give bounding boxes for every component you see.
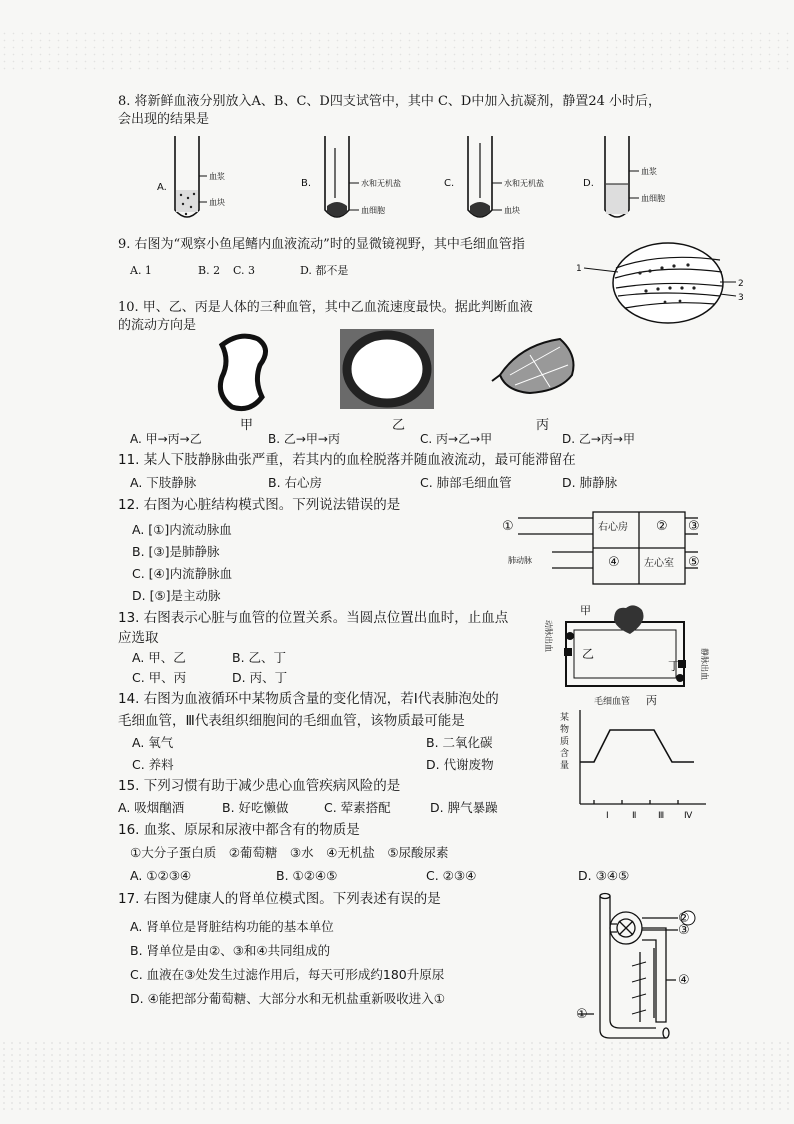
q14-x-tick-1: Ⅰ bbox=[606, 811, 609, 821]
tube-a-top-label: 血浆 bbox=[209, 172, 225, 181]
q11-option-b: B. 右心房 bbox=[268, 475, 323, 490]
q12-label-c3: ③ bbox=[688, 519, 700, 534]
q12-label-ra: 右心房 bbox=[598, 522, 628, 533]
q11-option-c: C. 肺部毛细血管 bbox=[420, 475, 512, 490]
q13-stem-line2: 应选取 bbox=[118, 630, 159, 646]
q13-bleed-dot-right bbox=[676, 674, 684, 682]
q10-option-c: C. 丙→乙→甲 bbox=[420, 432, 493, 446]
q13-bleed-dot-left bbox=[566, 632, 574, 640]
q13-option-a: A. 甲、乙 bbox=[132, 650, 186, 665]
tube-c-letter: C. bbox=[444, 178, 455, 189]
q10-stem-line2: 的流动方向是 bbox=[118, 318, 197, 333]
tube-d bbox=[583, 136, 665, 217]
q13-label-right: 静脉出血 bbox=[700, 648, 709, 680]
q12-label-lv: 左心室 bbox=[644, 558, 674, 569]
q17-option-a: A. 肾单位是肾脏结构功能的基本单位 bbox=[130, 919, 334, 934]
tube-c-top-label: 水和无机盐 bbox=[504, 179, 544, 188]
q15-option-c: C. 荤素搭配 bbox=[324, 800, 391, 815]
q14-stem-line2: 毛细血管，Ⅲ代表组织细胞间的毛细血管，该物质最可能是 bbox=[118, 713, 465, 729]
vessel-label-yi: 乙 bbox=[392, 418, 406, 433]
q17-option-c: C. 血液在③处发生过滤作用后，每天可形成约180升原尿 bbox=[130, 967, 445, 982]
q9-option-c: C. 3 bbox=[233, 264, 256, 277]
q15-option-a: A. 吸烟酗酒 bbox=[118, 800, 185, 815]
q11-option-d: D. 肺静脉 bbox=[562, 475, 618, 490]
tube-b-top-label: 水和无机盐 bbox=[361, 179, 401, 188]
q13-label-left: 动脉出血 bbox=[544, 620, 553, 652]
q15-option-b: B. 好吃懒做 bbox=[222, 800, 289, 815]
q14-x-tick-4: Ⅳ bbox=[684, 811, 693, 821]
tube-c-bottom-label: 血块 bbox=[504, 206, 520, 215]
q16-option-c: C. ②③④ bbox=[426, 868, 477, 883]
q9-option-a: A. 1 bbox=[130, 264, 152, 277]
q14-stem-line1: 14. 右图为血液循环中某物质含量的变化情况，若Ⅰ代表肺泡处的 bbox=[118, 691, 499, 707]
q9-option-b: B. 2 bbox=[198, 264, 221, 277]
q17-option-d: D. ④能把部分葡萄糖、大部分水和无机盐重新吸收进入① bbox=[130, 991, 445, 1006]
scan-noise-bottom bbox=[0, 1040, 794, 1110]
q14-option-b: B. 二氧化碳 bbox=[426, 735, 493, 750]
q16-option-b: B. ①②④⑤ bbox=[276, 868, 338, 883]
vessel-label-bing: 丙 bbox=[536, 418, 550, 433]
q8-stem-line2: 会出现的结果是 bbox=[118, 112, 210, 127]
q14-option-c: C. 养料 bbox=[132, 757, 174, 772]
q13-label-ding: 丁 bbox=[668, 659, 681, 673]
q12-option-d: D. [⑤]是主动脉 bbox=[132, 588, 221, 603]
q16-items: ①大分子蛋白质 ②葡萄糖 ③水 ④无机盐 ⑤尿酸尿素 bbox=[130, 845, 449, 860]
q12-label-c4: ④ bbox=[608, 555, 620, 570]
tube-a-bottom-label: 血块 bbox=[209, 198, 225, 207]
q9-stem: 9. 右图为“观察小鱼尾鳍内血液流动”时的显微镜视野，其中毛细血管指 bbox=[118, 237, 525, 252]
q17-label-4: ④ bbox=[678, 973, 690, 988]
q10-option-d: D. 乙→丙→甲 bbox=[562, 432, 635, 446]
q13-label-bing: 丙 bbox=[646, 694, 657, 707]
q12-option-c: C. [④]内流静脉血 bbox=[132, 566, 233, 581]
tube-d-top-label: 血浆 bbox=[641, 167, 657, 176]
q9-option-d: D. 都不是 bbox=[300, 264, 349, 277]
q16-stem: 16. 血浆、原尿和尿液中都含有的物质是 bbox=[118, 822, 360, 838]
q12-label-c2: ② bbox=[656, 519, 668, 534]
tube-a bbox=[157, 136, 225, 217]
tube-d-bottom-label: 血细胞 bbox=[641, 194, 665, 203]
q13-option-b: B. 乙、丁 bbox=[232, 650, 287, 665]
q9-microscope-view bbox=[570, 238, 750, 328]
q8-test-tubes-figure bbox=[150, 128, 670, 228]
q14-curve bbox=[580, 730, 694, 762]
q13-label-yi: 乙 bbox=[582, 647, 595, 661]
q17-label-1: ① bbox=[576, 1007, 588, 1022]
vessel-yi-shape bbox=[347, 335, 427, 403]
q17-nephron-diagram bbox=[570, 892, 710, 1050]
q17-label-3: ③ bbox=[678, 923, 690, 938]
q13-option-c: C. 甲、丙 bbox=[132, 670, 187, 685]
q14-x-tick-3: Ⅲ bbox=[658, 811, 665, 821]
q14-y-label: 某物质含量 bbox=[560, 713, 570, 771]
q10-stem-line1: 10. 甲、乙、丙是人体的三种血管，其中乙血流速度最快。据此判断血液 bbox=[118, 300, 533, 315]
q15-stem: 15. 下列习惯有助于减少患心血管疾病风险的是 bbox=[118, 778, 401, 794]
q16-option-a: A. ①②③④ bbox=[130, 868, 192, 883]
q8-stem-line1: 8. 将新鲜血液分别放入A、B、C、D四支试管中，其中 C、D中加入抗凝剂，静置24 小时后， bbox=[118, 94, 662, 109]
q10-option-a: A. 甲→丙→乙 bbox=[130, 432, 202, 446]
q9-label-2: 2 bbox=[738, 279, 744, 289]
q10-option-b: B. 乙→甲→丙 bbox=[268, 432, 340, 446]
q10-vessel-figures bbox=[200, 325, 600, 435]
q13-label-jia: 甲 bbox=[580, 604, 591, 617]
vessel-jia-shape bbox=[220, 336, 265, 409]
tube-c bbox=[444, 136, 544, 217]
q13-option-d: D. 丙、丁 bbox=[232, 670, 288, 685]
q14-option-a: A. 氧气 bbox=[132, 735, 174, 750]
tube-b-letter: B. bbox=[301, 178, 312, 189]
q11-stem: 11. 某人下肢静脉曲张严重，若其内的血栓脱落并随血液流动，最可能滞留在 bbox=[118, 452, 576, 468]
tube-d-letter: D. bbox=[583, 178, 594, 189]
q17-stem: 17. 右图为健康人的肾单位模式图。下列表述有误的是 bbox=[118, 891, 441, 907]
q12-label-c5: ⑤ bbox=[688, 555, 700, 570]
q12-label-pa: 肺动脉 bbox=[508, 556, 532, 565]
q15-option-d: D. 脾气暴躁 bbox=[430, 800, 498, 815]
q12-label-c1: ① bbox=[502, 519, 514, 534]
tube-a-letter: A. bbox=[157, 182, 167, 193]
q14-option-d: D. 代谢废物 bbox=[426, 757, 494, 772]
q14-x-tick-2: Ⅱ bbox=[632, 811, 637, 821]
tube-b-bottom-label: 血细胞 bbox=[361, 206, 385, 215]
q9-label-1: 1 bbox=[576, 264, 582, 274]
q16-option-d: D. ③④⑤ bbox=[578, 868, 630, 883]
q14-content-chart bbox=[554, 706, 714, 822]
q9-label-3: 3 bbox=[738, 293, 744, 303]
vessel-label-jia: 甲 bbox=[240, 418, 254, 433]
q13-stem-line1: 13. 右图表示心脏与血管的位置关系。当圆点位置出血时，止血点 bbox=[118, 610, 509, 626]
q13-vessel-loop-diagram bbox=[534, 600, 720, 708]
q12-heart-diagram bbox=[498, 510, 708, 590]
q12-option-b: B. [③]是肺静脉 bbox=[132, 544, 220, 559]
tube-b bbox=[301, 136, 401, 217]
q12-option-a: A. [①]内流动脉血 bbox=[132, 522, 232, 537]
q17-label-2: ② bbox=[678, 911, 690, 926]
q13-label-bottom: 毛细血管 bbox=[594, 697, 631, 707]
q17-option-b: B. 肾单位是由②、③和④共同组成的 bbox=[130, 943, 331, 958]
q12-stem: 12. 右图为心脏结构模式图。下列说法错误的是 bbox=[118, 497, 401, 513]
scan-noise-top bbox=[0, 30, 794, 70]
q11-option-a: A. 下肢静脉 bbox=[130, 475, 197, 490]
